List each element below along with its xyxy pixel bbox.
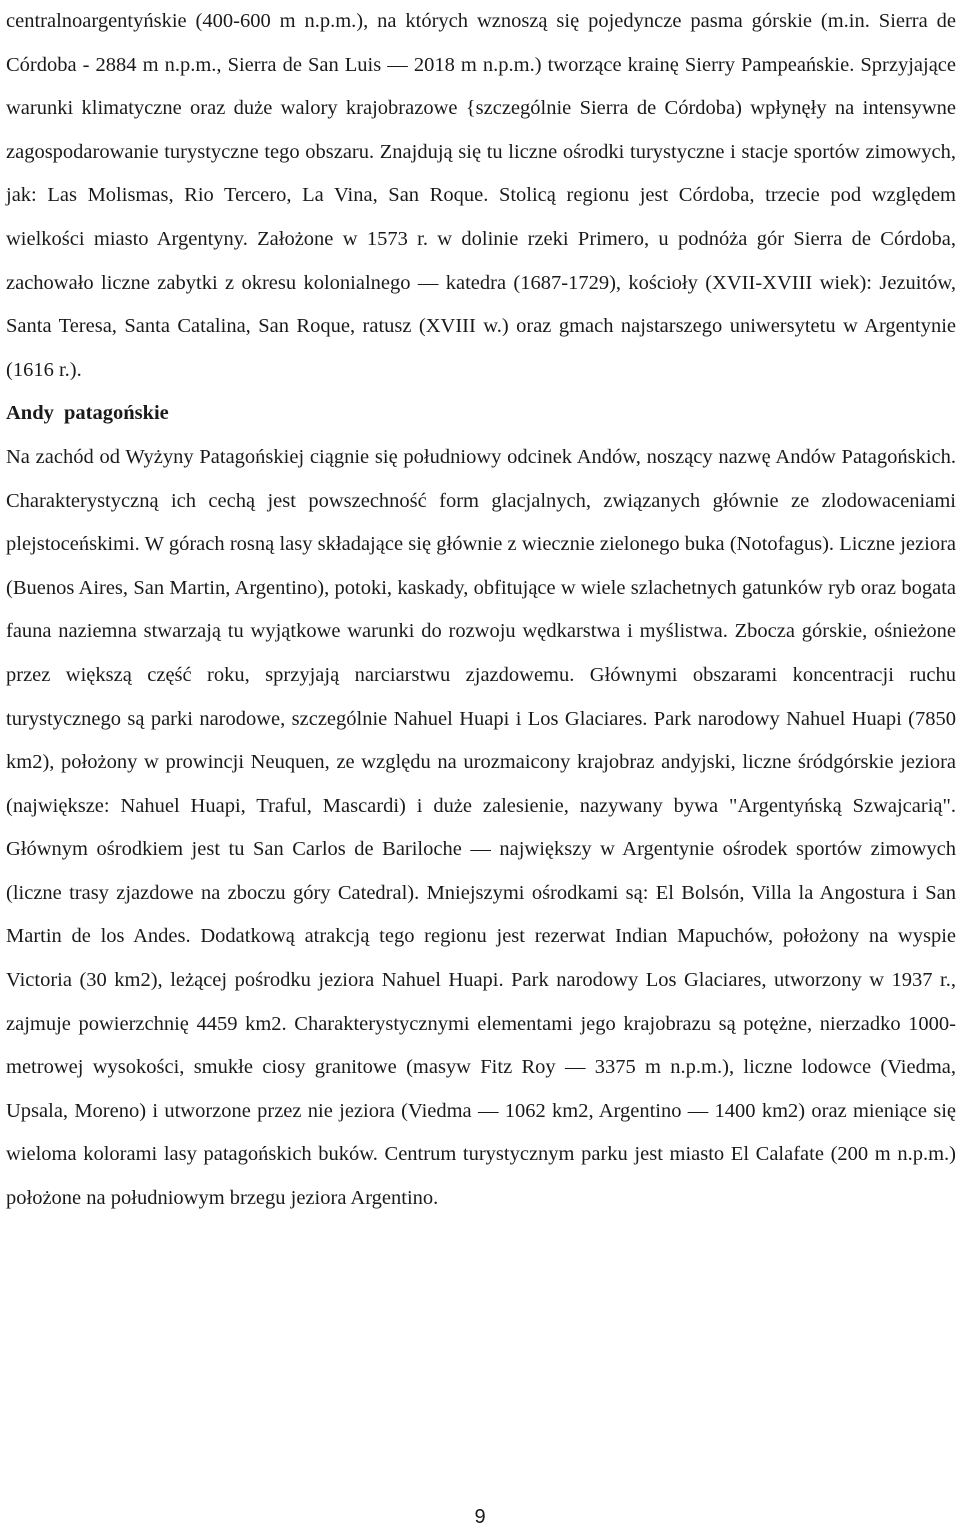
document-page (6, 0, 956, 1221)
page-number: 9 (474, 1506, 486, 1528)
paragraph-andy-patagonskie: Na zachód od Wyżyny Patagońskiej ciągnie się południowy odcinek Andów, noszący nazwę Andów Patagońskich. Charakterystyczną ich cechą jest powszechność form glacjalnych, związanych głównie ze zlodowaceniami plejstoceńskimi. W górach rosną lasy składające się głównie z wiecznie zielonego buka (Notofagus). Liczne jeziora (Buenos Aires, San Martin, Argentino), potoki, kaskady, obfitujące w wiele szlachetnych gatunków ryb oraz bogata fauna naziemna stwarzają tu wyjątkowe warunki do rozwoju wędkarstwa i myślistwa. Zbocza górskie, ośnieżone przez większą część roku, sprzyjają narciarstwu zjazdowemu. Głównymi obszarami koncentracji ruchu turystycznego są parki narodowe, szczególnie Nahuel Huapi i Los Glaciares. Park narodowy Nahuel Huapi (7850 km2), położony w prowincji Neuquen, ze względu na urozmaicony krajobraz andyjski, liczne śródgórskie jeziora (największe: Nahuel Huapi, Traful, Mascardi) i duże zalesienie, nazywany bywa "Argentyńską Szwajcarią". Głównym ośrodkiem jest tu San Carlos de Bariloche — największy w Argentynie ośrodek sportów zimowych (liczne trasy zjazdowe na zboczu góry Catedral). Mniejszymi ośrodkami są: El Bolsón, Villa la Angostura i San Martin de los Andes. Dodatkową atrakcją tego regionu jest rezerwat Indian Mapuchów, położony na wyspie Victoria (30 km2), leżącej pośrodku jeziora Nahuel Huapi. Park narodowy Los Glaciares, utworzony w 1937 r., zajmuje powierzchnię 4459 km2. Charakterystycznymi elementami jego krajobrazu są potężne, nierzadko 1000-metrowej wysokości, smukłe ciosy granitowe (masyw Fitz Roy — 3375 m n.p.m.), liczne lodowce (Viedma, Upsala, Moreno) i utworzone przez nie jeziora (Viedma — 1062 km2, Argentino — 1400 km2) oraz mieniące się wieloma kolorami lasy patagońskich buków. Centrum turystycznym parku jest miasto El Calafate (200 m n.p.m.) położone na południowym brzegu jeziora Argentino. (6, 445, 956, 1210)
section-heading: Andy patagońskie (6, 402, 169, 425)
paragraph-cordoba: centralnoargentyńskie (400-600 m n.p.m.), na których wznoszą się pojedyncze pasma górskie (m.in. Sierra de Córdoba - 2884 m n.p.m., Sierra de San Luis — 2018 m n.p.m.) tworzące krainę Sierry Pampeańskie. Sprzyjające warunki klimatyczne oraz duże walory krajobrazowe {szczególnie Sierra de Córdoba) wpłynęły na intensywne zagospodarowanie turystyczne tego obszaru. Znajdują się tu liczne ośrodki turystyczne i stacje sportów zimowych, jak: Las Molismas, Rio Tercero, La Vina, San Roque. Stolicą regionu jest Córdoba, trzecie pod względem wielkości miasto Argentyny. Założone w 1573 r. w dolinie rzeki Primero, u podnóża gór Sierra de Córdoba, zachowało liczne zabytki z okresu kolonialnego — katedra (1687-1729), kościoły (XVII-XVIII wiek): Jezuitów, Santa Teresa, Santa Catalina, San Roque, ratusz (XVIII w.) oraz gmach najstarszego uniwersytetu w Argentynie (1616 r.). (6, 10, 956, 381)
